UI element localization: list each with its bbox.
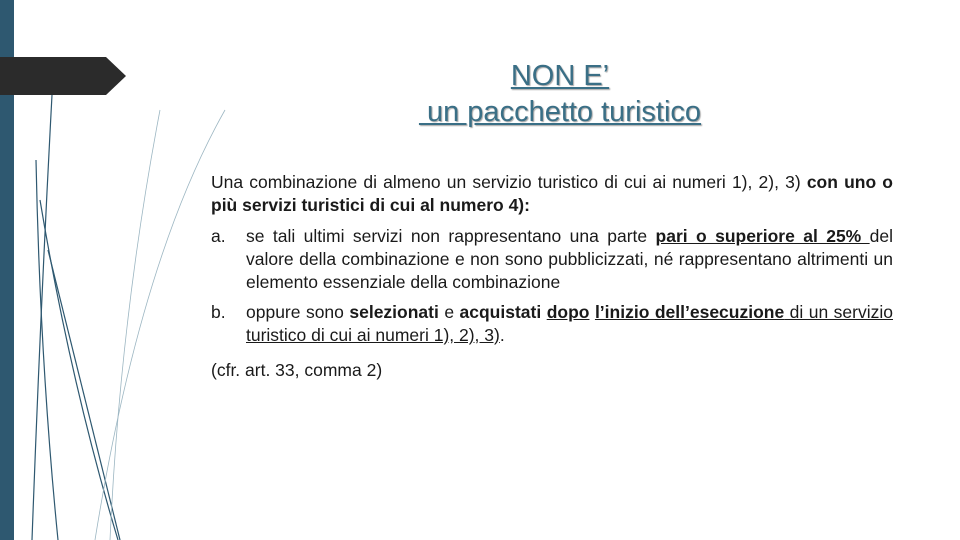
item-b-acquistati: acquistati: [459, 302, 542, 322]
item-b-selezionati: selezionati: [349, 302, 439, 322]
list-item-a: [211, 225, 893, 294]
item-a-text-1: se tali ultimi servizi non rappresentano una parte: [246, 226, 656, 246]
list-item-b: [211, 301, 893, 347]
intro-text: Una combinazione di almeno un servizio turistico di cui ai numeri 1), 2), 3): [211, 172, 807, 192]
intro-bold-text: con uno o più servizi turistici di cui al numero 4):: [211, 172, 893, 215]
item-b-text-1: oppure sono: [246, 302, 350, 322]
item-b-inizio: l’inizio dell’esecuzione: [594, 302, 785, 322]
item-a-text-2: del valore della combinazione e non sono pubblicizzati, né rappresentano altrimenti un elemento essenziale della combinazione: [246, 226, 893, 292]
conditions-list: [211, 225, 893, 347]
slide-title: [330, 58, 790, 130]
intro-paragraph: [211, 171, 893, 217]
item-b-text-3: di un servizio turistico di cui ai numeri 1), 2), 3): [246, 302, 893, 345]
citation: (cfr. art. 33, comma 2): [211, 360, 383, 380]
item-b-period: .: [499, 325, 505, 345]
item-a-emphasis: pari o superiore al 25%: [655, 226, 870, 246]
title-line-2: un pacchetto turistico: [418, 96, 702, 128]
arrow-tab-shape: [0, 55, 128, 97]
list-marker-a: a.: [211, 226, 226, 246]
item-b-dopo: dopo: [546, 302, 590, 322]
item-b-text-2: e: [438, 302, 460, 322]
list-marker-b: b.: [211, 302, 226, 322]
title-line-1: NON E’: [510, 60, 610, 92]
slide-body: [211, 171, 893, 382]
